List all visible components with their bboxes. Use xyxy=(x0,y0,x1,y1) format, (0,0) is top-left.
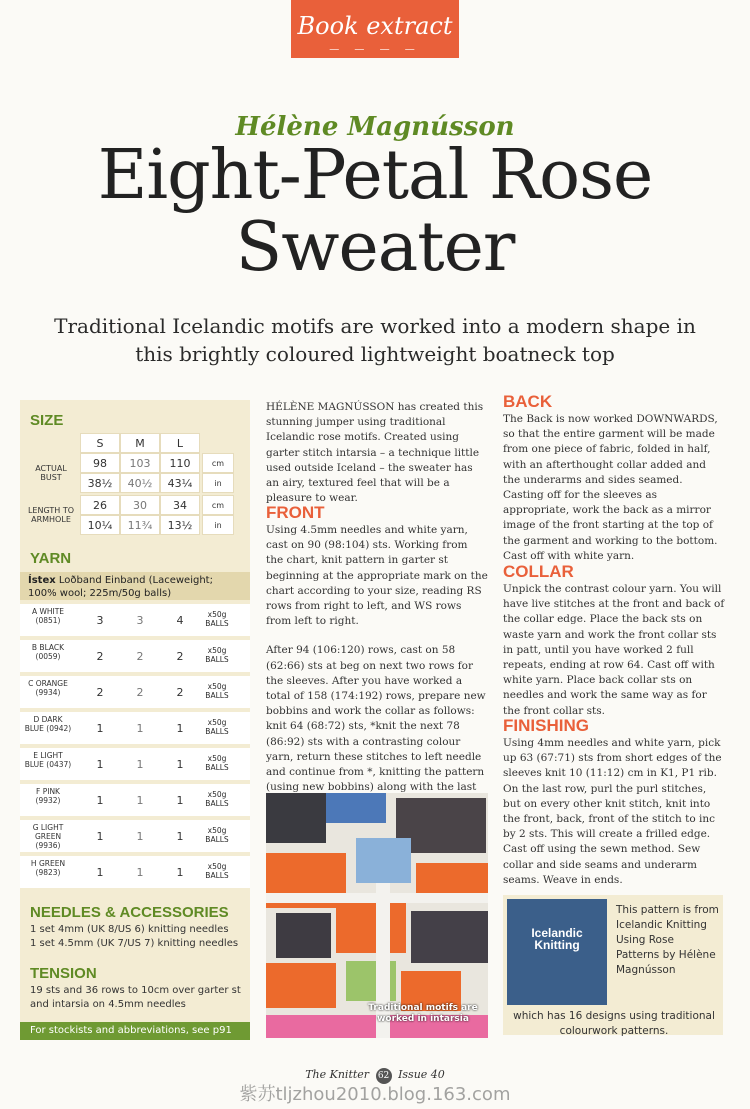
yarn-qty-s: 2 xyxy=(96,650,104,663)
yarn-qty-m: 1 xyxy=(136,722,144,735)
yarn-qty-l: 1 xyxy=(176,794,184,807)
yarn-qty-l: 2 xyxy=(176,686,184,699)
title-line-2: Sweater xyxy=(235,208,515,287)
yarn-row xyxy=(20,784,250,818)
watermark: 紫苏tljzhou2010.blog.163.com xyxy=(239,1084,511,1105)
yarn-qty-m: 2 xyxy=(136,686,144,699)
length-cm-m: 30 xyxy=(120,495,160,515)
bust-in-l: 43¼ xyxy=(160,473,200,493)
yarn-colour-name: F PINK (9932) xyxy=(35,787,61,805)
bust-unit-cm: cm xyxy=(202,453,234,473)
needles-line-1: 1 set 4mm (UK 8/US 6) knitting needles xyxy=(30,924,229,935)
book-promo xyxy=(503,895,723,1035)
page-number: 62 xyxy=(376,1068,392,1084)
yarn-qty-l: 4 xyxy=(176,614,184,627)
length-in-l: 13½ xyxy=(160,515,200,535)
promo-text-2: which has 16 designs using traditional colourwork patterns. xyxy=(513,1010,715,1037)
bust-in-m: 40½ xyxy=(120,473,160,493)
yarn-unit: x50g BALLS xyxy=(205,826,229,844)
promo-text-1: This pattern is from Icelandic Knitting Using Rose Patterns by Hélène Magnússon xyxy=(616,904,719,976)
collar-heading: COLLAR xyxy=(503,562,574,581)
yarn-qty-s: 1 xyxy=(96,830,104,843)
length-unit-cm: cm xyxy=(202,495,234,515)
needles-heading: NEEDLES & ACCESSORIES xyxy=(30,904,229,921)
yarn-qty-l: 1 xyxy=(176,866,184,879)
yarn-qty-m: 1 xyxy=(136,866,144,879)
yarn-qty-s: 1 xyxy=(96,758,104,771)
yarn-row xyxy=(20,676,250,710)
book-cover xyxy=(507,899,607,1005)
yarn-colour-name: H GREEN (9823) xyxy=(30,859,66,877)
finishing-heading: FINISHING xyxy=(503,716,589,735)
yarn-unit: x50g BALLS xyxy=(205,682,229,700)
size-col-l: L xyxy=(160,433,200,453)
yarn-row xyxy=(20,748,250,782)
intro-column xyxy=(266,400,488,515)
knitting-photo xyxy=(266,793,488,1038)
yarn-qty-m: 1 xyxy=(136,794,144,807)
intarsia-swatch-image xyxy=(266,793,488,1038)
yarn-qty-m: 3 xyxy=(136,614,144,627)
back-text: The Back is now worked DOWNWARDS, so that the entire garment will be made from one piece of fabric, folded in half, with an afterthought collar added and the underarms and sides seamed. Casting off for the sleeves as appropriate, work the back as a mirror image of the front starting at the top of the garment and working to the bottom. Cast off with white yarn. xyxy=(503,413,718,562)
bust-in-s: 38½ xyxy=(80,473,120,493)
size-col-m: M xyxy=(120,433,160,453)
front-column xyxy=(266,523,488,820)
yarn-qty-l: 2 xyxy=(176,650,184,663)
collar-text: Unpick the contrast colour yarn. You will have live stitches at the front and back of the collar edge. Place the back sts on waste yarn and work the front collar sts in patt, until you have worked 2 full repeats, ending at row 64. Cast off with white yarn. Place back collar sts on needles and work the same way as for the front collar sts. xyxy=(503,583,725,717)
yarn-unit: x50g BALLS xyxy=(205,610,229,628)
book-cover-title: Icelandic Knitting xyxy=(531,926,583,952)
finishing-text: Using 4mm needles and white yarn, pick up 63 (67:71) sts from short edges of the sleeves knit 10 (11:12) cm in K1, P1 rib. On the last row, purl the purl stitches, but on every other knit stitch, knit into the front, back, front of the stitch to inc by 2 sts. This will create a frilled edge. Cast off using the sewn method. Sew collar and side seams and underarm seams. Weave in ends. xyxy=(503,737,722,886)
yarn-qty-l: 1 xyxy=(176,758,184,771)
title-line-1: Eight-Petal Rose xyxy=(97,136,653,215)
back-heading: BACK xyxy=(503,392,553,411)
yarn-unit: x50g BALLS xyxy=(205,790,229,808)
yarn-brand: Ístex xyxy=(28,575,56,586)
photo-caption: Traditional motifs are worked in intarsia xyxy=(368,1003,478,1024)
yarn-colour-name: D DARK BLUE (0942) xyxy=(24,715,72,733)
subtitle: Traditional Icelandic motifs are worked into a modern shape in this brightly coloured lightweight boatneck top xyxy=(54,314,696,366)
bust-cm-s: 98 xyxy=(80,453,120,473)
yarn-colour-name: G LIGHT GREEN (9936) xyxy=(32,823,64,850)
front-heading: FRONT xyxy=(266,503,325,522)
size-col-s: S xyxy=(80,433,120,453)
length-in-s: 10¼ xyxy=(80,515,120,535)
yarn-row xyxy=(20,604,250,638)
yarn-qty-l: 1 xyxy=(176,722,184,735)
front-para-1: Using 4.5mm needles and white yarn, cast on 90 (98:104) sts. Working from the chart, knit pattern in garter st beginning at the appropriate mark on the chart according to your size, reading RS rows from right to left, and WS rows from left to right. xyxy=(266,524,488,628)
yarn-desc: Loðband Einband (Laceweight; 100% wool; 225m/50g balls) xyxy=(28,575,213,599)
yarn-unit: x50g BALLS xyxy=(205,862,229,880)
length-cm-l: 34 xyxy=(160,495,200,515)
tension-heading: TENSION xyxy=(30,965,97,982)
front-para-2: After 94 (106:120) rows, cast on 58 (62:66) sts at beg on next two rows for the sleeves. After you have worked a total of 158 (174:192) rows, prepare new bobbins and work the collar as follows: knit 64 (68:72) sts, *knit the next 78 (86:92) sts with a contrasting colour yarn, return these stitches to left needle and continue from *, knitting the pattern (using new bobbins) along with the last xyxy=(266,644,486,794)
footer-magazine: The Knitter xyxy=(305,1068,370,1081)
stockists-bar: For stockists and abbreviations, see p91 xyxy=(20,1022,250,1040)
page-title xyxy=(0,136,750,287)
yarn-colour-name: E LIGHT BLUE (0437) xyxy=(24,751,72,769)
yarn-qty-m: 1 xyxy=(136,830,144,843)
specs-sidebar xyxy=(20,400,250,1040)
yarn-colour-name: A WHITE (0851) xyxy=(31,607,65,625)
yarn-qty-m: 1 xyxy=(136,758,144,771)
yarn-qty-s: 2 xyxy=(96,686,104,699)
tension-text: 19 sts and 36 rows to 10cm over garter st and intarsia on 4.5mm needles xyxy=(30,985,241,1010)
yarn-row xyxy=(20,640,250,674)
yarn-qty-s: 1 xyxy=(96,866,104,879)
yarn-colour-name: B BLACK (0059) xyxy=(31,643,65,661)
length-unit-in: in xyxy=(202,515,234,535)
yarn-qty-s: 1 xyxy=(96,722,104,735)
yarn-description xyxy=(20,572,250,600)
yarn-unit: x50g BALLS xyxy=(205,718,229,736)
bust-cm-l: 110 xyxy=(160,453,200,473)
yarn-heading: YARN xyxy=(30,550,72,567)
length-label: LENGTH TO ARMHOLE xyxy=(27,506,75,524)
yarn-qty-m: 2 xyxy=(136,650,144,663)
yarn-row xyxy=(20,820,250,854)
yarn-row xyxy=(20,712,250,746)
footer-issue: Issue 40 xyxy=(398,1068,445,1081)
section-tag xyxy=(291,0,459,58)
length-cm-s: 26 xyxy=(80,495,120,515)
tag-dashes: — — — — xyxy=(329,44,421,55)
length-in-m: 11¾ xyxy=(120,515,160,535)
intro-text: HÉLÈNE MAGNÚSSON has created this stunning jumper using traditional Icelandic rose motifs. Created using garter stitch intarsia – a technique little used outside Iceland – the sweater has an airy, textured feel that will be a pleasure to wear. xyxy=(266,401,484,505)
section-tag-label: Book extract xyxy=(297,12,453,40)
needles-line-2: 1 set 4.5mm (UK 7/US 7) knitting needles xyxy=(30,938,239,949)
yarn-qty-s: 1 xyxy=(96,794,104,807)
yarn-row xyxy=(20,856,250,890)
bust-cm-m: 103 xyxy=(120,453,160,473)
yarn-unit: x50g BALLS xyxy=(205,646,229,664)
bust-unit-in: in xyxy=(202,473,234,493)
yarn-colour-name: C ORANGE (9934) xyxy=(28,679,68,697)
size-heading: SIZE xyxy=(30,412,64,429)
yarn-unit: x50g BALLS xyxy=(205,754,229,772)
author-name: Hélène Magnússon xyxy=(235,112,515,142)
yarn-qty-s: 3 xyxy=(96,614,104,627)
actual-bust-label: ACTUAL BUST xyxy=(35,464,67,482)
yarn-qty-l: 1 xyxy=(176,830,184,843)
